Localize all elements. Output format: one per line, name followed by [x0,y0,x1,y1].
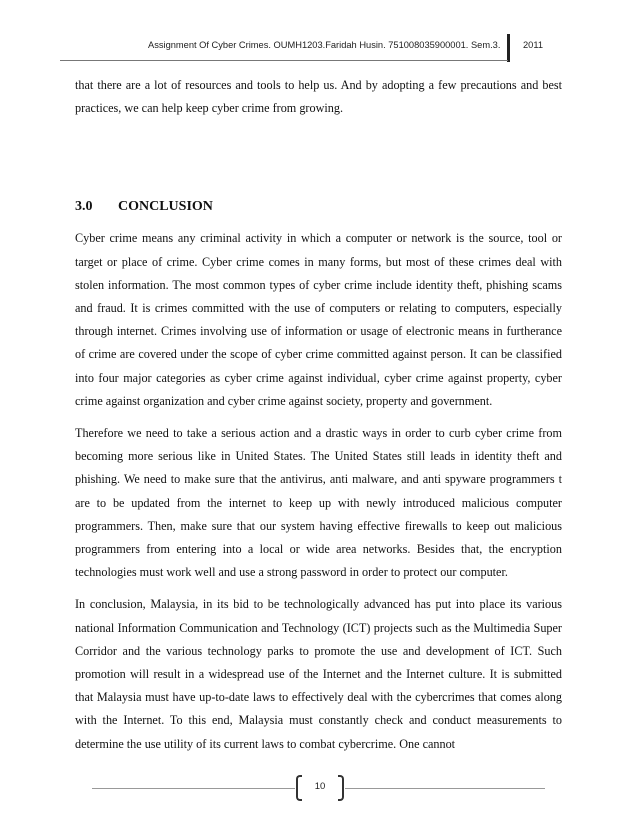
body-paragraph: Cyber crime means any criminal activity in which a computer or network is the source, tool or target or place of crime. Cyber crime comes in many forms, but most of these crimes deal with stolen information. The most common types of cyber crime include identity theft, phishing scams and fraud. It is crimes committed with the use of computers or relating to computers, especially through internet. Crimes involving use of information or usage of electronic means in furtherance of crime are covered under the scope of cyber crime committed against person. It can be classified into four major categories as cyber crime against individual, cyber crime against property, cyber crime against organization and cyber crime against society, property and government. [75,231,562,408]
header-rule [60,60,508,61]
section-heading [75,196,562,218]
body-paragraph: In conclusion, Malaysia, in its bid to be technologically advanced has put into place its various national Information Communication and Technology (ICT) projects such as the Multimedia Super Corridor and the various technology parks to promote the use and development of ICT. Such promotion will result in a widespread use of the Internet and the Internet culture. It is submitted that Malaysia must have up-to-date laws to effectively deal with the cybercrimes that comes along with the Internet. To this end, Malaysia must constantly check and conduct measurements to determine the use utility of its current laws to combat cybercrime. One cannot [75,597,562,751]
page-number: 10 [314,781,326,792]
header-divider [507,34,510,62]
section-title: CONCLUSION [118,199,213,215]
section-number: 3.0 [75,199,93,215]
page-footer [0,773,638,803]
intro-paragraph: that there are a lot of resources and tools to help us. And by adopting a few precautions and best practices, we can help keep cyber crime from growing. [75,78,562,116]
page-header [0,40,638,60]
header-year: 2011 [523,40,543,50]
document-body [75,74,562,756]
body-paragraph: Therefore we need to take a serious action and a drastic ways in order to curb cyber crime from becoming more serious like in United States. The United States still leads in identity theft and phishing. We need to make sure that the antivirus, anti malware, and anti spyware programmers t are to be updated from the internet to keep up with newly introduced malicious computer programmers. Then, make sure that our system having effective firewalls to keep out malicious programmers from entering into a local or wide area networks. Besides that, the encryption technologies must work well and use a strong password in order to protect our computer. [75,426,562,580]
footer-rule-right [345,788,545,789]
right-bracket-icon [338,775,344,801]
footer-rule-left [92,788,295,789]
header-title: Assignment Of Cyber Crimes. OUMH1203.Faridah Husin. 751008035900001. Sem.3. [148,40,501,50]
